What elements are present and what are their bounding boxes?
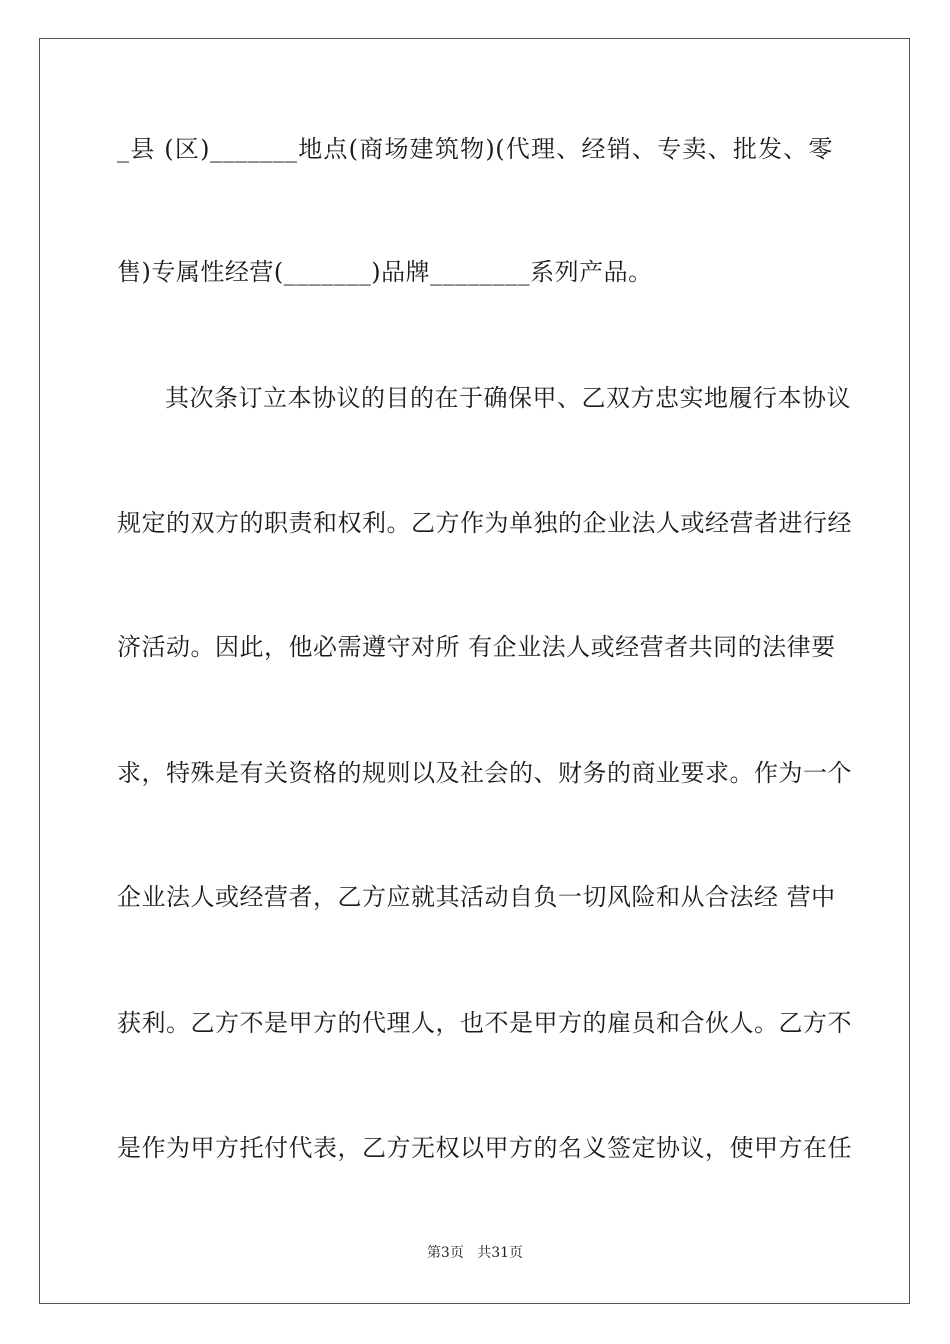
text-line-3: 其次条订立本协议的目的在于确保甲、乙双方忠实地履行本协议 xyxy=(165,384,851,412)
text-line-5: 济活动。因此，他必需遵守对所 有企业法人或经营者共同的法律要 xyxy=(117,633,836,661)
text-line-4: 规定的双方的职责和权利。乙方作为单独的企业法人或经营者进行经 xyxy=(117,509,852,537)
page-frame xyxy=(39,38,910,1304)
page-footer xyxy=(0,1244,950,1262)
text-line-6: 求，特殊是有关资格的规则以及社会的、财务的商业要求。作为一个 xyxy=(117,759,852,787)
text-line-8: 获利。乙方不是甲方的代理人，也不是甲方的雇员和合伙人。乙方不 xyxy=(117,1009,852,1037)
page-number: 第3页 xyxy=(426,1245,464,1261)
page-total: 共31页 xyxy=(477,1245,524,1261)
text-line-1: _县 (区)_______地点(商场建筑物)(代理、经销、专卖、批发、零 xyxy=(117,135,833,163)
text-line-9: 是作为甲方托付代表，乙方无权以甲方的名义签定协议，使甲方在任 xyxy=(117,1134,852,1162)
text-line-2: 售)专属性经营(_______)品牌________系列产品。 xyxy=(117,258,653,286)
text-line-7: 企业法人或经营者，乙方应就其活动自负一切风险和从合法经 营中 xyxy=(117,883,836,911)
